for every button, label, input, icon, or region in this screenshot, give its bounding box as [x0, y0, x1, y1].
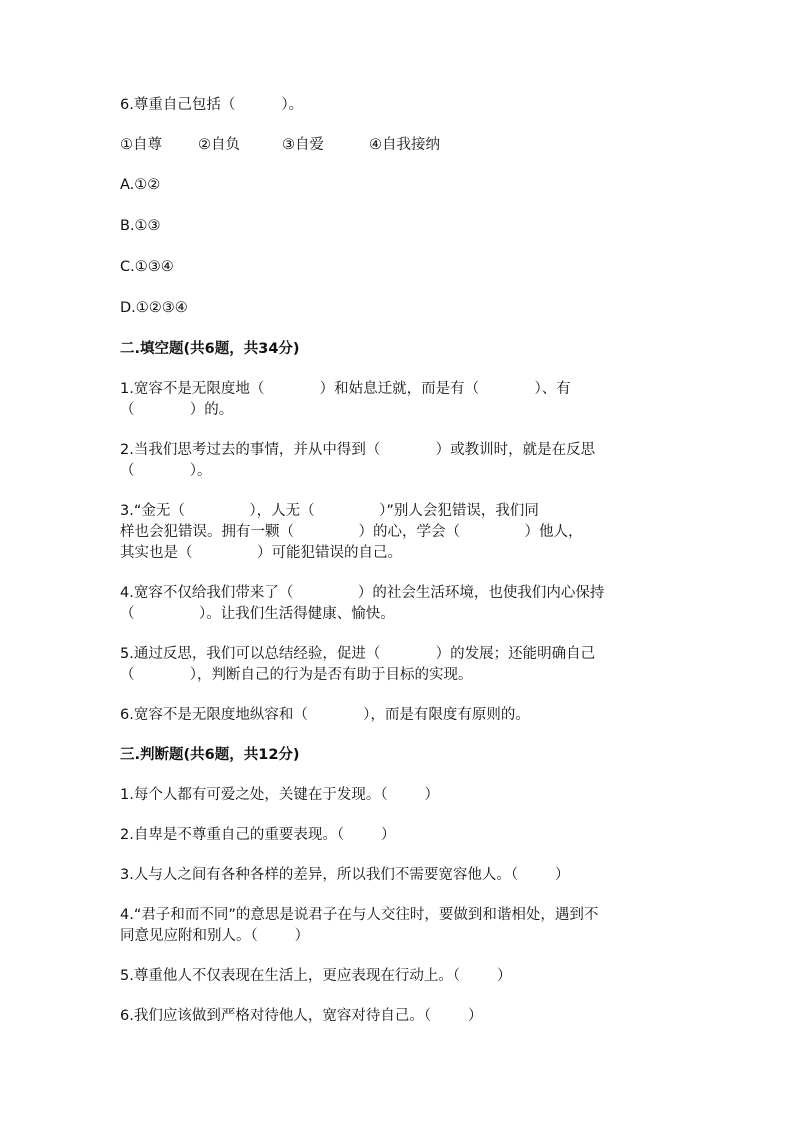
judge-question-2 — [120, 825, 680, 846]
choice-2: ②自负 — [198, 137, 240, 153]
fill-question-3-line-2: 样也会犯错误。拥有一颗（ ）的心，学会（ ）他人， — [120, 524, 583, 540]
fill-question-5 — [120, 644, 680, 686]
judge-question-4-line-2: 同意见应附和别人。（ ） — [120, 928, 310, 944]
fill-question-3-line-3: 其实也是（ ）可能犯错误的自己。 — [120, 545, 403, 561]
choice-3: ③自爱 — [282, 137, 324, 153]
option-a: A.①② — [120, 177, 161, 193]
fill-question-6 — [120, 705, 680, 726]
fill-question-4 — [120, 583, 680, 625]
judge-question-6 — [120, 1006, 680, 1027]
fill-question-2-line-1: 2.当我们思考过去的事情，并从中得到（ ）或教训时，就是在反思 — [120, 442, 596, 458]
judge-question-2-line-1: 2.自卑是不尊重自己的重要表现。（ ） — [120, 827, 396, 843]
question-6-stem: 6.尊重自己包括（ ）。 — [120, 97, 304, 113]
fill-question-3-line-1: 3.“金无（ ），人无（ ）”别人会犯错误，我们同 — [120, 503, 539, 519]
exam-page — [120, 95, 680, 1046]
judge-question-1-line-1: 1.每个人都有可爱之处，关键在于发现。（ ） — [120, 787, 439, 803]
judge-question-5 — [120, 966, 680, 987]
fill-question-4-line-1: 4.宽容不仅给我们带来了（ ）的社会生活环境，也使我们内心保持 — [120, 585, 605, 601]
section-2-heading: 二.填空题(共6题，共34分) — [120, 341, 300, 357]
section-3-heading: 三.判断题(共6题，共12分) — [120, 747, 300, 763]
fill-question-2-line-2: （ ）。 — [120, 463, 212, 479]
judge-question-3-line-1: 3.人与人之间有各种各样的差异，所以我们不需要宽容他人。（ ） — [120, 867, 570, 883]
fill-question-3 — [120, 501, 680, 564]
fill-question-5-line-2: （ ），判断自己的行为是否有助于目标的实现。 — [120, 667, 473, 683]
judge-question-6-line-1: 6.我们应该做到严格对待他人，宽容对待自己。（ ） — [120, 1008, 483, 1024]
option-d: D.①②③④ — [120, 300, 188, 316]
option-b: B.①③ — [120, 218, 161, 234]
judge-question-1 — [120, 785, 680, 806]
judge-question-4 — [120, 905, 680, 947]
option-c: C.①③④ — [120, 259, 174, 275]
fill-question-6-line-1: 6.宽容不是无限度地纵容和（ ），而是有限度有原则的。 — [120, 707, 530, 723]
fill-question-4-line-2: （ ）。让我们生活得健康、愉快。 — [120, 606, 395, 622]
judge-question-4-line-1: 4.“君子和而不同”的意思是说君子在与人交往时，要做到和谐相处，遇到不 — [120, 907, 599, 923]
fill-question-1-line-2: （ ）的。 — [120, 402, 234, 418]
question-6-choices — [120, 135, 680, 156]
judge-question-5-line-1: 5.尊重他人不仅表现在生活上，更应表现在行动上。（ ） — [120, 968, 512, 984]
choice-4: ④自我接纳 — [369, 137, 440, 153]
fill-question-1 — [120, 379, 680, 421]
fill-question-1-line-1: 1.宽容不是无限度地（ ）和姑息迁就，而是有（ ）、有 — [120, 381, 571, 397]
fill-question-5-line-1: 5.通过反思，我们可以总结经验，促进（ ）的发展；还能明确自己 — [120, 646, 596, 662]
fill-question-2 — [120, 440, 680, 482]
judge-question-3 — [120, 865, 680, 886]
choice-1: ①自尊 — [120, 137, 162, 153]
